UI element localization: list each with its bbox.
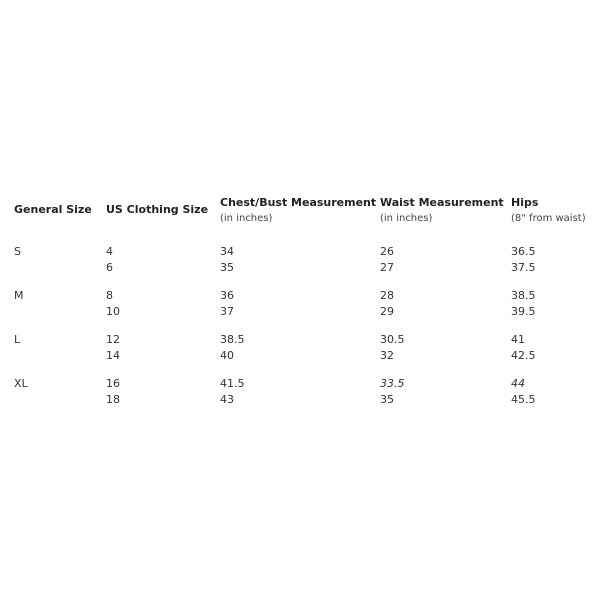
waist-cell: 28	[380, 289, 394, 302]
hips-cell: 37.5	[511, 261, 536, 274]
us-size-cell: 12	[106, 333, 120, 346]
hips-cell: 38.5	[511, 289, 536, 302]
header-hips: Hips	[511, 196, 539, 209]
header-waist: Waist Measurement	[380, 196, 504, 209]
us-size-cell: 10	[106, 305, 120, 318]
waist-cell: 35	[380, 393, 394, 406]
waist-cell: 33.5	[380, 377, 405, 390]
us-size-cell: 4	[106, 245, 113, 258]
waist-cell: 30.5	[380, 333, 405, 346]
waist-cell: 32	[380, 349, 394, 362]
hips-cell: 36.5	[511, 245, 536, 258]
general-size-m: M	[14, 289, 24, 302]
waist-cell: 26	[380, 245, 394, 258]
waist-cell: 27	[380, 261, 394, 274]
hips-cell: 41	[511, 333, 525, 346]
general-size-xl: XL	[14, 377, 28, 390]
hips-cell: 42.5	[511, 349, 536, 362]
us-size-cell: 6	[106, 261, 113, 274]
hips-cell: 39.5	[511, 305, 536, 318]
header-general-size: General Size	[14, 203, 92, 216]
general-size-l: L	[14, 333, 21, 346]
general-size-s: S	[14, 245, 21, 258]
chest-cell: 37	[220, 305, 234, 318]
us-size-cell: 16	[106, 377, 120, 390]
chest-cell: 36	[220, 289, 234, 302]
us-size-cell: 18	[106, 393, 120, 406]
waist-cell: 29	[380, 305, 394, 318]
chest-cell: 38.5	[220, 333, 245, 346]
hips-cell: 44	[511, 377, 525, 390]
chest-cell: 34	[220, 245, 234, 258]
chest-cell: 40	[220, 349, 234, 362]
header-us-clothing-size: US Clothing Size	[106, 203, 209, 216]
hips-cell: 45.5	[511, 393, 536, 406]
us-size-cell: 14	[106, 349, 120, 362]
chest-cell: 43	[220, 393, 234, 406]
header-hips-note: (8" from waist)	[511, 213, 586, 224]
header-waist-unit: (in inches)	[380, 213, 433, 224]
header-chest-unit: (in inches)	[220, 213, 273, 224]
us-size-cell: 8	[106, 289, 113, 302]
chest-cell: 35	[220, 261, 234, 274]
header-chest-bust: Chest/Bust Measurement	[220, 196, 377, 209]
chest-cell: 41.5	[220, 377, 245, 390]
